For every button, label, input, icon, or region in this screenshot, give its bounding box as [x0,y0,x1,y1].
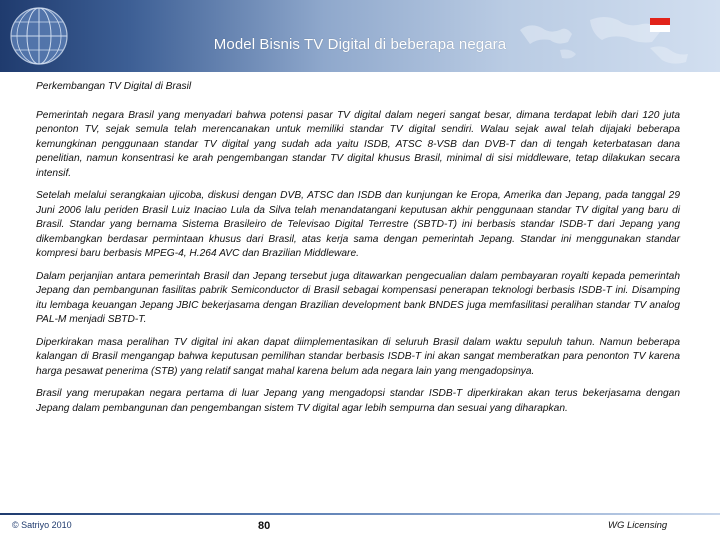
section-heading: Perkembangan TV Digital di Brasil [36,81,192,92]
footer-label: WG Licensing [608,520,668,531]
copyright-text: © Satriyo 2010 [12,520,72,530]
footer-divider [0,513,720,515]
slide-body [36,80,680,424]
paragraph: Diperkirakan masa peralihan TV digital ini akan dapat diimplementasikan di seluruh Brasil dalam waktu sepuluh tahun. Namun beberapa kalangan di Brasil mengangap bahwa keputusan pemilihan standar berbasis ISDB-T ini akan sangat memberatkan para penonton TV karena harga pesawat penerima (STB) yang relatif sangat mahal karena belum ada negara lain yang mengadopsinya. [36,336,680,377]
paragraph: Setelah melalui serangkaian ujicoba, diskusi dengan DVB, ATSC dan ISDB dan kunjungan ke Eropa, Amerika dan Jepang, pada tanggal 29 Juni 2006 lalu periden Brasil Luiz Inaciao Lula da Silva telah menandatangani keputusan akhir penggunaan standar TV digital yang baru di Brasil. Standar yang bernama Sistema Brasileiro de Televisao Digital Terrestre (SBTD-T) ini berbasis standar ISDB-T dari Jepang yang dikembangkan berdasar permintaan khusus dari Brasil, atas kerja sama dengan pemerintah Jepang. Standar ini menggunakan standar kompresi baru berbasis MPEG-4, H.264 AVC dan Brazilian Middleware. [36,190,680,259]
paragraph: Pemerintah negara Brasil yang menyadari bahwa potensi pasar TV digital dalam negeri sangat besar, dimana terdapat lebih dari 120 juta penonton TV, sejak semula telah merencanakan untuk memiliki standar TV digital sendiri. Walau sejak awal telah dijajaki beberapa kemungkinan penggunaan standar TV digital yang sudah ada yaitu ISDB, ATSC 8-VSB dan DVB-T dan di tengah keterbatasan dana penelitian, namun konsentrasi ke arah pengembangan standar TV digital khusus Brasil, minimal di sisi middleware, tetap dilakukan secara intensif. [36,109,680,179]
page-number: 80 [258,520,271,532]
indonesia-flag-icon [650,18,670,32]
paragraph: Brasil yang merupakan negara pertama di luar Jepang yang mengadopsi standar ISDB-T diperkirakan akan terus bekerjasama dengan Jepang dalam pembangunan dan pengembangan sistem TV digital agar lebih sempurna dan sesuai yang diharapkan. [36,388,680,414]
slide-title: Model Bisnis TV Digital di beberapa negara [213,36,507,53]
slide-header [0,0,720,72]
paragraph: Dalam perjanjian antara pemerintah Brasil dan Jepang tersebut juga ditawarkan pengecualian dalam pembayaran royalti kepada pemerintah Jepang dan pembangunan fasilitas pabrik Semiconductor di Brasil sebagai kompensasi penerapan teknologi berbasis ISDB-T ini. Disamping itu lembaga keuangan Jepang JBIC bekerjasama dengan Brazilian development bank BNDES juga memfasilitasi peralihan standar TV analog PAL-M menjadi SBTD-T. [36,270,680,325]
